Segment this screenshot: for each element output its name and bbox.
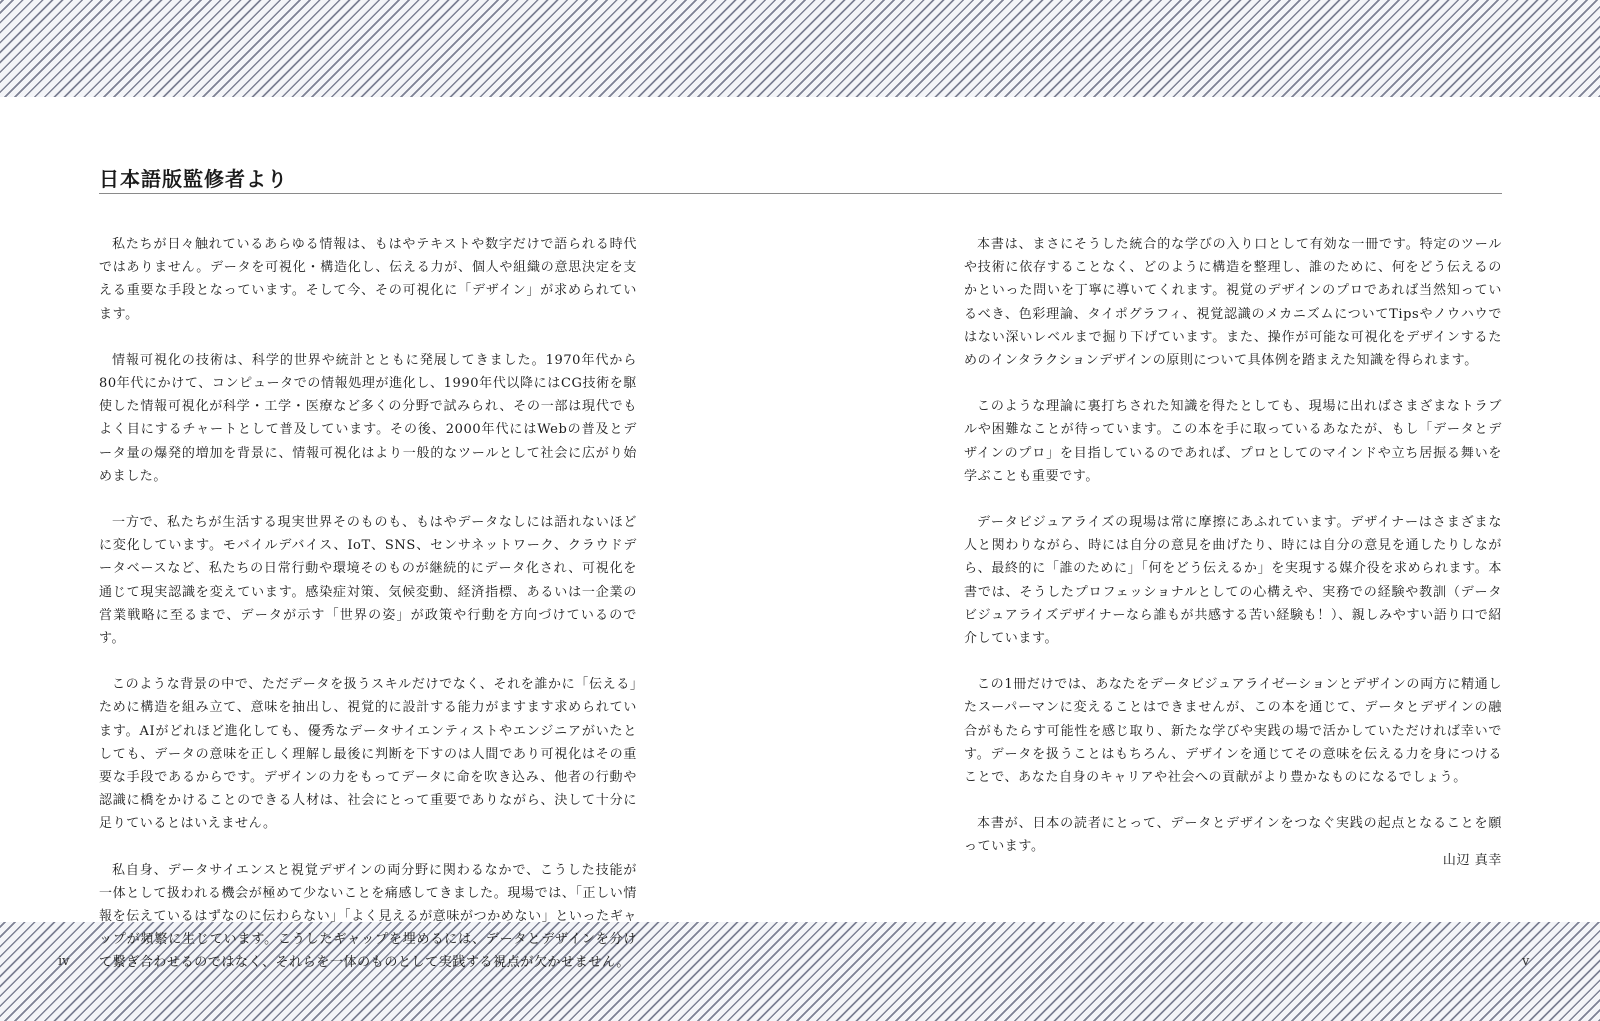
paragraph: 私たちが日々触れているあらゆる情報は、もはやテキストや数字だけで語られる時代ではありません。データを可視化・構造化し、伝える力が、個人や組織の意思決定を支える重要な手段となっています。そして今、その可視化に「デザイン」が求められています。 (99, 237, 637, 322)
paragraph: 本書が、日本の読者にとって、データとデザインをつなぐ実践の起点となることを願っています。 (964, 816, 1502, 855)
paragraph: この1冊だけでは、あなたをデータビジュアライゼーションとデザインの両方に精通したスーパーマンに変えることはできませんが、この本を通じて、データとデザインの融合がもたらす可能性を感じ取り、新たな学びや実践の場で活かしていただければ幸いです。データを扱うことはもちろん、デザインを通じてその意味を伝える力を身につけることで、あなた自身のキャリアや社会への貢献がより豊かなものになるでしょう。 (964, 677, 1502, 786)
page-number-right: v (1522, 954, 1530, 969)
top-decorative-band (0, 0, 1600, 97)
title-divider (99, 193, 1502, 194)
author-signature: 山辺 真幸 (1442, 853, 1502, 868)
page-title: 日本語版監修者より (99, 167, 288, 191)
paragraph: このような理論に裏打ちされた知識を得たとしても、現場に出ればさまざまなトラブルや困難なことが待っています。この本を手に取っているあなたが、もし「データとデザインのプロ」を目指しているのであれば、プロとしてのマインドや立ち居振る舞いを学ぶことも重要です。 (964, 399, 1502, 484)
paragraph: 情報可視化の技術は、科学的世界や統計とともに発展してきました。1970年代から80年代にかけて、コンピュータでの情報処理が進化し、1990年代以降にはCG技術を駆使した情報可視化が科学・工学・医療など多くの分野で試みられ、その一部は現代でもよく目にするチャートとして普及しています。その後、2000年代にはWebの普及とデータ量の爆発的増加を背景に、情報可視化はより一般的なツールとして社会に広がり始めました。 (99, 352, 637, 484)
page-number-left: iv (58, 954, 70, 969)
paragraph: データビジュアライズの現場は常に摩擦にあふれています。デザイナーはさまざまな人と関わりながら、時には自分の意見を曲げたり、時には自分の意見を通したりしながら、最終的に「誰のために」「何をどう伝えるか」を実現する媒介役を求められます。本書では、そうしたプロフェッショナルとしての心構えや、実務での経験や教訓（データビジュアライズデザイナーなら誰もが共感する苦い経験も！）、親しみやすい語り口で紹介しています。 (964, 515, 1502, 647)
paragraph: 私自身、データサイエンスと視覚デザインの両分野に関わるなかで、こうした技能が一体として扱われる機会が極めて少ないことを痛感してきました。現場では、「正しい情報を伝えているはずなのに伝わらない」「よく見えるが意味がつかめない」といったギャップが頻繁に生じています。こうしたギャップを埋めるには、データとデザインを分けて繋ぎ合わせるのではなく、それらを一体のものとして実践する視点が欠かせません。 (99, 862, 637, 971)
paragraph: 本書は、まさにそうした統合的な学びの入り口として有効な一冊です。特定のツールや技術に依存することなく、どのように構造を整理し、誰のために、何をどう伝えるのかといった問いを丁寧に導いてくれます。視覚のデザインのプロであれば当然知っているべき、色彩理論、タイポグラフィ、視覚認識のメカニズムについてTipsやノウハウではない深いレベルまで掘り下げています。また、操作が可能な可視化をデザインするためのインタラクションデザインの原則について具体例を踏まえた知識を得られます。 (964, 237, 1502, 369)
right-text-column (964, 233, 1502, 882)
left-text-column (99, 233, 637, 998)
paragraph: 一方で、私たちが生活する現実世界そのものも、もはやデータなしには語れないほどに変化しています。モバイルデバイス、IoT、SNS、センサネットワーク、クラウドデータベースなど、私たちの日常行動や環境そのものが継続的にデータ化され、可視化を通じて現実認識を変えています。感染症対策、気候変動、経済指標、あるいは一企業の営業戦略に至るまで、データが示す「世界の姿」が政策や行動を方向づけているのです。 (99, 515, 637, 647)
paragraph: このような背景の中で、ただデータを扱うスキルだけでなく、それを誰かに「伝える」ために構造を組み立て、意味を抽出し、視覚的に設計する能力がますます求められています。AIがどれほど進化しても、優秀なデータサイエンティストやエンジニアがいたとしても、データの意味を正しく理解し最後に判断を下すのは人間であり可視化はその重要な手段であるからです。デザインの力をもってデータに命を吹き込み、他者の行動や認識に橋をかけることのできる人材は、社会にとって重要でありながら、決して十分に足りているとはいえません。 (99, 677, 637, 832)
